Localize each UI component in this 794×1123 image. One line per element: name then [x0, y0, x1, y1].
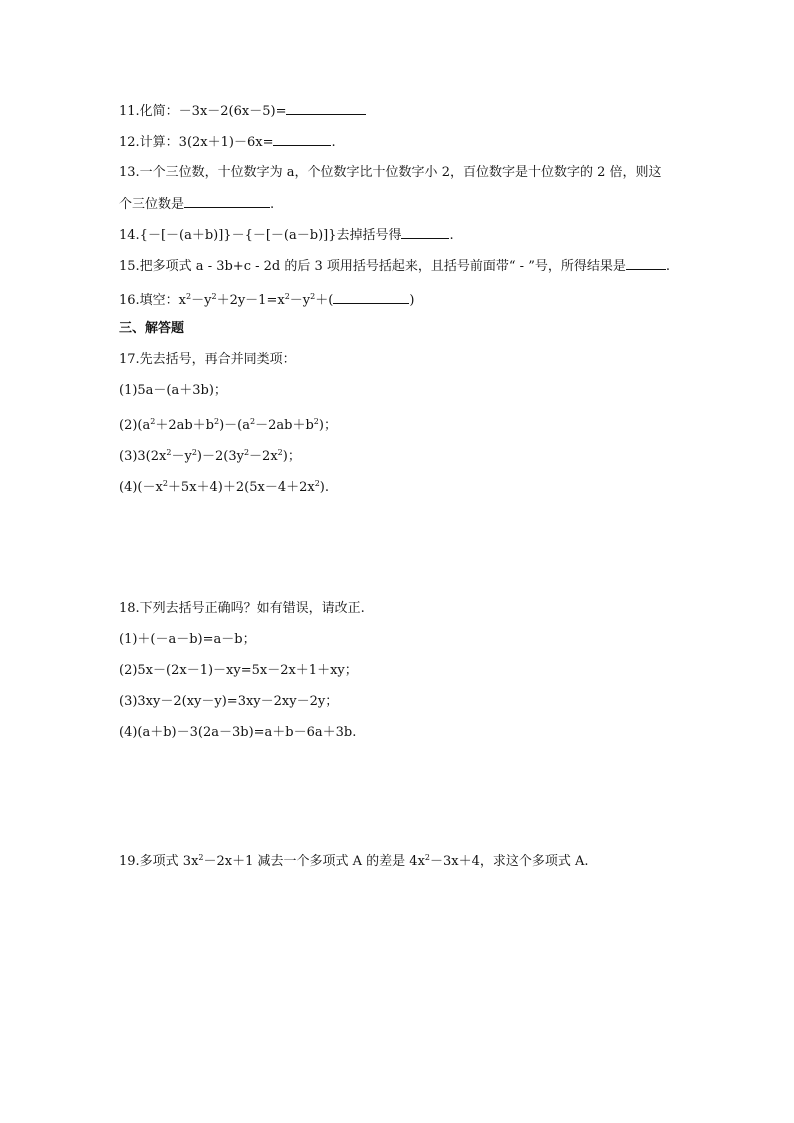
- question-18-part-3: (3)3xy－2(xy－y)=3xy－2xy－2y；: [119, 694, 339, 709]
- question-19: [119, 849, 589, 871]
- exponent: 2: [198, 853, 204, 862]
- exponent: 2: [162, 479, 168, 488]
- answer-blank-12[interactable]: [273, 133, 331, 146]
- question-18-title: 18.下列去括号正确吗？如有错误，请改正.: [119, 601, 365, 616]
- q19-a: 19.多项式 3x: [119, 854, 199, 869]
- question-15-period: .: [665, 259, 670, 274]
- question-14: [119, 226, 454, 245]
- question-16-text-b: －y: [191, 293, 212, 308]
- exponent: 2: [166, 448, 172, 457]
- exponent: 2: [191, 448, 197, 457]
- question-13-text-2: 个三位数是: [119, 197, 185, 212]
- question-16: [119, 288, 414, 310]
- question-16-text-a: 16.填空：x: [119, 293, 187, 308]
- question-18-part-2: (2)5x－(2x－1)－xy=5x－2x＋1＋xy；: [119, 663, 358, 678]
- question-16-text-d: －y: [289, 293, 311, 308]
- question-16-text-e: ＋(: [315, 293, 334, 308]
- question-11: [119, 102, 366, 121]
- question-13-text-1: 13.一个三位数，十位数字为 a，个位数字比十位数字小 2，百位数字是十位数字的 2 倍，则这: [119, 165, 662, 180]
- exponent: 2: [310, 292, 316, 301]
- exponent: 2: [314, 479, 320, 488]
- q17-p3-b: －y: [171, 449, 192, 464]
- question-13-period: .: [270, 197, 275, 212]
- exponent: 2: [211, 292, 217, 301]
- question-14-period: .: [449, 228, 454, 243]
- exponent: 2: [214, 417, 220, 426]
- q17-p3-e: )；: [282, 449, 301, 464]
- question-12-text: 12.计算：3(2x＋1)－6x=: [119, 135, 274, 150]
- exponent: 2: [313, 417, 319, 426]
- question-15: [119, 257, 670, 276]
- exponent: 2: [243, 448, 250, 457]
- answer-blank-11[interactable]: [286, 102, 366, 115]
- exponent: 2: [284, 292, 290, 301]
- exponent: 2: [277, 448, 283, 457]
- question-17-part-3: [119, 444, 301, 466]
- question-16-text-c: ＋2y－1=x: [216, 293, 285, 308]
- q17-p2-d: －2ab＋b: [255, 418, 314, 433]
- exponent: 2: [186, 292, 192, 301]
- answer-blank-15[interactable]: [626, 257, 666, 270]
- q17-p2-e: )；: [318, 418, 337, 433]
- q17-p2-a: (2)(a: [119, 418, 151, 433]
- question-18-part-4: (4)(a＋b)－3(2a－3b)=a＋b－6a＋3b.: [119, 725, 357, 740]
- question-17-part-2: [119, 413, 337, 435]
- exponent: 2: [424, 853, 431, 862]
- q19-b: －2x＋1 减去一个多项式 A 的差是 4x: [203, 854, 425, 869]
- q17-p3-a: (3)3(2x: [119, 449, 167, 464]
- question-12-period: .: [331, 135, 336, 150]
- question-16-close-paren: ): [409, 293, 415, 308]
- question-11-text: 11.化简：－3x－2(6x－5)=: [119, 104, 287, 119]
- q17-p3-c: )－2(3y: [196, 449, 244, 464]
- q17-p4-c: ).: [319, 480, 329, 495]
- q17-p4-a: (4)(－x: [119, 480, 163, 495]
- question-15-text: 15.把多项式 a - 3b+c - 2d 的后 3 项用括号括起来，且括号前面带“ - ”号，所得结果是: [119, 259, 626, 274]
- q19-c: －3x＋4，求这个多项式 A.: [430, 854, 589, 869]
- question-17-part-4: [119, 475, 329, 497]
- question-14-text: 14.{－[－(a＋b)]}－{－[－(a－b)]}去掉括号得: [119, 228, 402, 243]
- section-heading: 三、解答题: [119, 321, 185, 336]
- question-12: [119, 133, 336, 152]
- answer-blank-13[interactable]: [184, 195, 270, 208]
- question-17-part-1: (1)5a－(a＋3b)；: [119, 383, 227, 398]
- exponent: 2: [150, 417, 156, 426]
- question-13-line-2: [119, 195, 274, 214]
- question-13-line-1: [119, 164, 662, 182]
- q17-p2-b: ＋2ab＋b: [155, 418, 215, 433]
- question-18-part-1: (1)＋(－a－b)=a－b；: [119, 632, 256, 647]
- q17-p3-d: －2x: [249, 449, 278, 464]
- q17-p4-b: ＋5x＋4)＋2(5x－4＋2x: [167, 480, 315, 495]
- exponent: 2: [250, 417, 256, 426]
- answer-blank-16[interactable]: [333, 291, 409, 304]
- question-17-title: 17.先去括号，再合并同类项：: [119, 352, 296, 367]
- q17-p2-c: )－(a: [219, 418, 251, 433]
- answer-blank-14[interactable]: [401, 226, 449, 239]
